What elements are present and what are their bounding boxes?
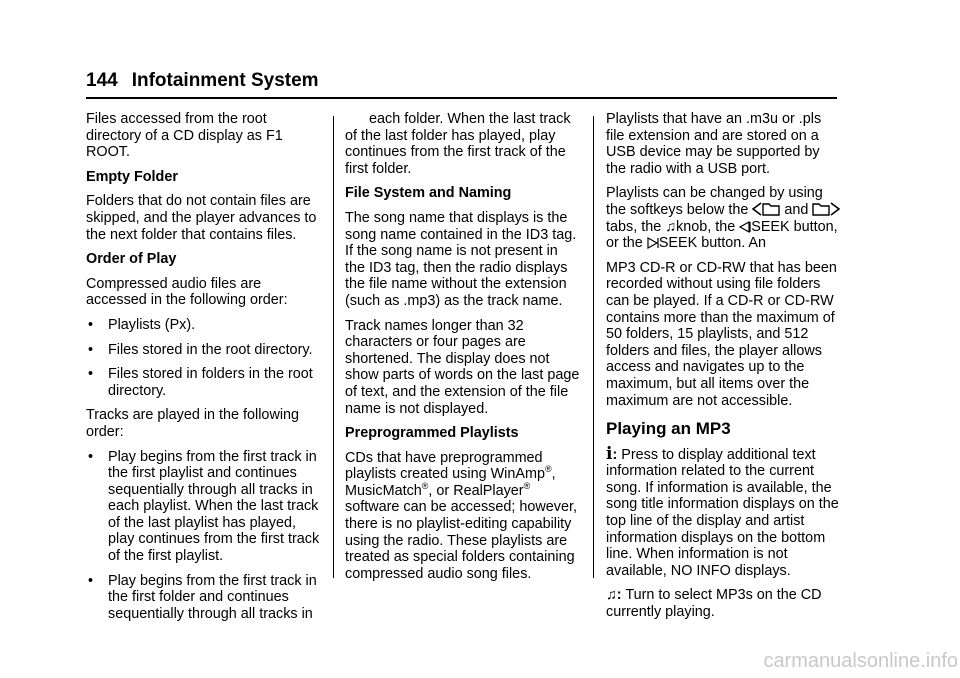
paragraph-playlists: CDs that have preprogrammed playlists created using WinAmp®, MusicMatch®, or RealPlayer® software can be accessed; however, there is no playlist-editing capability using the radio. These playlists are treated as special folders containing compressed audio song files. [345, 449, 577, 582]
seek-forward-icon [647, 237, 659, 249]
paragraph: Files accessed from the root directory of a CD display as F1 ROOT. [86, 111, 283, 161]
tune-knob-icon: ♫ [665, 218, 676, 235]
paragraph: Tracks are played in the following order: [86, 407, 300, 440]
paragraph-controls: Playlists can be changed by using the softkeys below the and tabs, the ♫knob, the SEEK button, or the SEEK button. An [606, 185, 842, 251]
paragraph-tune: ♫: Turn to select MP3s on the CD currently playing. [606, 587, 822, 621]
list-item: • Playlists (Px). [86, 317, 322, 334]
paragraph: Folders that do not contain files are skipped, and the player advances to the next folder that contains files. [86, 193, 317, 243]
watermark: carmanualsonline.info [763, 650, 958, 672]
subheading-file-system: File System and Naming [345, 185, 512, 202]
folder-tab-icon [812, 202, 830, 216]
column-1 [86, 111, 322, 630]
page-number: 144 [86, 70, 118, 91]
subheading-order-of-play: Order of Play [86, 251, 177, 268]
page-header [86, 70, 319, 92]
paragraph: Playlists that have an .m3u or .pls file extension and are stored on a USB device may be supported by the radio with a USB port. [606, 111, 822, 177]
list-item: • Files stored in folders in the root directory. [86, 366, 322, 399]
heading-playing-mp3: Playing an MP3 [606, 419, 731, 439]
section-title: Infotainment System [131, 70, 319, 91]
paragraph: Compressed audio files are accessed in the following order: [86, 275, 288, 309]
header-rule [86, 97, 837, 99]
subheading-empty-folder: Empty Folder [86, 168, 178, 185]
list-item: • Play begins from the first track in the first folder and continues sequentially through all tracks in [86, 573, 322, 623]
info-icon: i [606, 443, 613, 464]
folder-tab-icon [762, 202, 780, 216]
forward-arrow-icon [830, 202, 840, 216]
paragraph-info: i: Press to display additional text information related to the current song. If information is available, the song title information displays on the top line of the display and artist information displays on the bottom line. When information is not available, NO INFO displays. [606, 443, 839, 579]
paragraph: Track names longer than 32 characters or four pages are shortened. The display does not show parts of words on the last page of text, and the extension of the file name is not displayed. [345, 317, 580, 417]
column-divider [333, 116, 334, 578]
tune-knob-icon: ♫ [606, 587, 617, 604]
seek-back-icon [739, 221, 751, 233]
registered-mark: ® [421, 480, 429, 491]
paragraph-continued: each folder. When the last track of the last folder has played, play continues from the first track of the first folder. [345, 111, 571, 177]
list-item: • Play begins from the first track in the first playlist and continues sequentially through all tracks in each playlist. When the last track of the last playlist has played, play continues from the first track of the first playlist. [86, 449, 322, 565]
registered-mark: ® [523, 480, 531, 491]
column-2 [345, 111, 581, 590]
subheading-preprogrammed: Preprogrammed Playlists [345, 425, 519, 442]
paragraph: MP3 CD-R or CD-RW that has been recorded without using file folders can be played. If a CD-R or CD-RW contains more than the maximum of 50 folders, 15 playlists, and 512 folders and files, the player allows access and navigates up to the maximum, but all items over the maximum are not accessible. [606, 259, 837, 409]
registered-mark: ® [544, 464, 552, 475]
list-item: • Files stored in the root directory. [86, 342, 322, 359]
back-arrow-icon [752, 202, 762, 216]
column-3 [606, 111, 842, 629]
column-divider [593, 116, 594, 578]
paragraph: The song name that displays is the song name contained in the ID3 tag. If the song name is not present in the ID3 tag, then the radio displays the file name without the extension (such as .mp3) as the track name. [345, 209, 577, 309]
